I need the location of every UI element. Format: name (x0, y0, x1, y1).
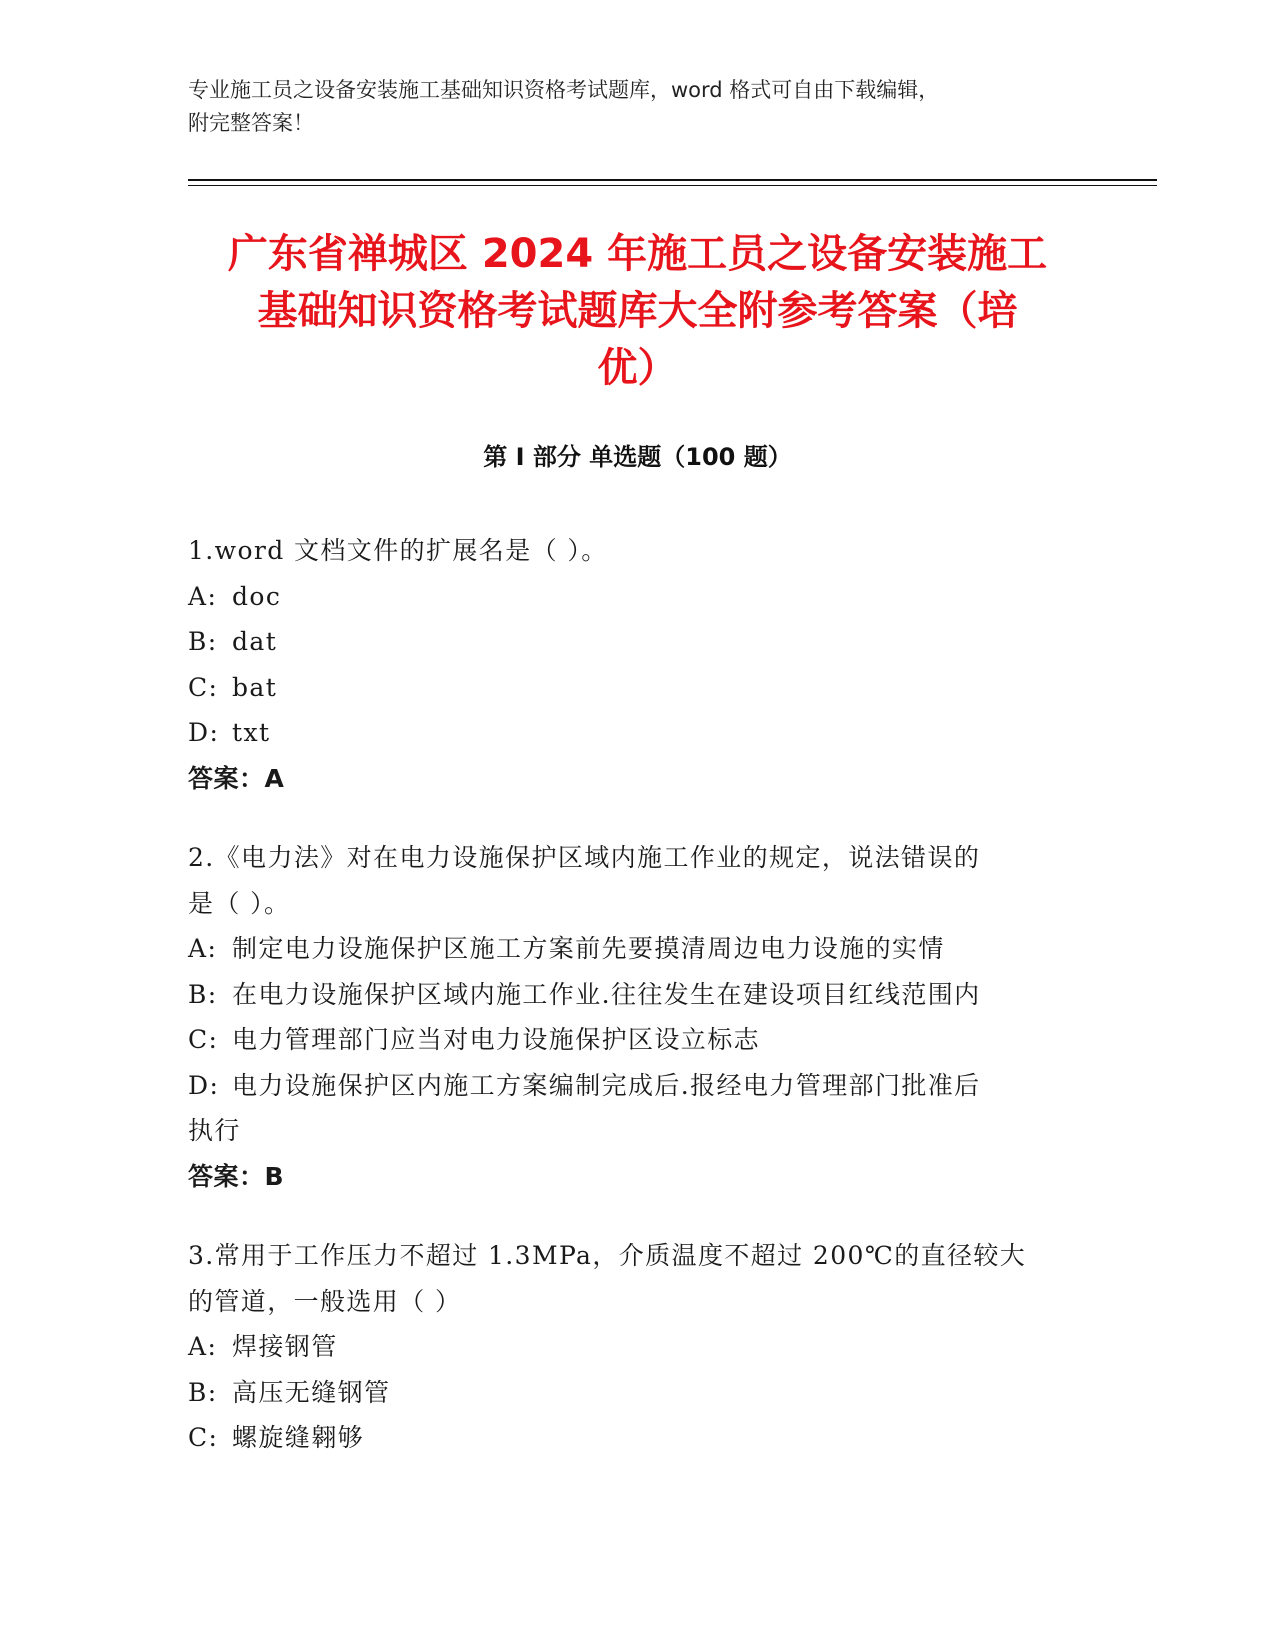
option-key: D: (188, 718, 220, 747)
header-note (188, 74, 1088, 140)
option-text: 电力设施保护区内施工方案编制完成后.报经电力管理部门批准后 (232, 1070, 981, 1100)
option-b (188, 1370, 1068, 1416)
option-text: 在电力设施保护区域内施工作业.往往发生在建设项目红线范围内 (232, 979, 981, 1009)
option-key: C: (188, 1423, 219, 1452)
document-title (150, 226, 1125, 397)
option-key: B: (188, 627, 218, 656)
option-key: A: (188, 581, 218, 611)
option-a (188, 926, 1068, 972)
option-key: C: (188, 1025, 219, 1054)
option-text: txt (232, 718, 271, 747)
header-divider-thin (188, 185, 1157, 186)
section-heading: 第 I 部分 单选题（100 题） (483, 443, 792, 471)
question-stem-line-1: 2.《电力法》对在电力设施保护区域内施工作业的规定，说法错误的 (188, 843, 981, 872)
option-key: A: (188, 1332, 218, 1361)
option-text: 制定电力设施保护区施工方案前先要摸清周边电力设施的实情 (232, 934, 945, 963)
option-key: A: (188, 934, 218, 963)
option-a (188, 1324, 1068, 1370)
option-a (188, 574, 1068, 620)
title-line-1: 广东省禅城区 2024 年施工员之设备安装施工 (227, 231, 1048, 277)
question-3 (188, 1233, 1068, 1461)
title-line-3: 优） (597, 345, 678, 391)
option-key: D: (188, 1070, 220, 1100)
option-b (188, 972, 1068, 1018)
option-text: bat (232, 672, 278, 702)
option-text: 高压无缝钢管 (232, 1377, 391, 1407)
option-c (188, 1017, 1068, 1063)
option-c (188, 665, 1068, 711)
option-d (188, 1063, 1068, 1109)
question-1 (188, 528, 1068, 801)
option-key: B: (188, 1377, 218, 1407)
answer-label: 答案：B (188, 1161, 285, 1191)
header-note-line-1: 专业施工员之设备安装施工基础知识资格考试题库，word 格式可自由下载编辑， (188, 78, 940, 102)
question-stem-line-2: 的管道，一般选用（ ） (188, 1286, 462, 1316)
question-stem-line-2: 是（ ）。 (188, 888, 291, 918)
option-key: B: (188, 979, 218, 1009)
option-text: 焊接钢管 (232, 1332, 338, 1361)
option-text: dat (232, 627, 278, 656)
question-stem-line-1: 3.常用于工作压力不超过 1.3MPa，介质温度不超过 200℃的直径较大 (188, 1241, 1027, 1270)
option-text: doc (232, 581, 282, 611)
option-key: C: (188, 672, 219, 702)
option-text: 螺旋缝翱够 (232, 1423, 365, 1452)
answer-label: 答案：A (188, 763, 285, 793)
option-c (188, 1415, 1068, 1461)
option-d-continuation: 执行 (188, 1116, 241, 1145)
header-divider-thick (188, 179, 1157, 181)
question-2 (188, 835, 1068, 1199)
option-b (188, 619, 1068, 665)
option-d (188, 710, 1068, 756)
question-list (188, 528, 1068, 1495)
title-line-2: 基础知识资格考试题库大全附参考答案（培 (257, 288, 1018, 334)
option-text: 电力管理部门应当对电力设施保护区设立标志 (232, 1025, 761, 1054)
question-stem: 1.word 文档文件的扩展名是（ ）。 (188, 536, 608, 565)
header-note-line-2: 附完整答案！ (188, 111, 314, 135)
